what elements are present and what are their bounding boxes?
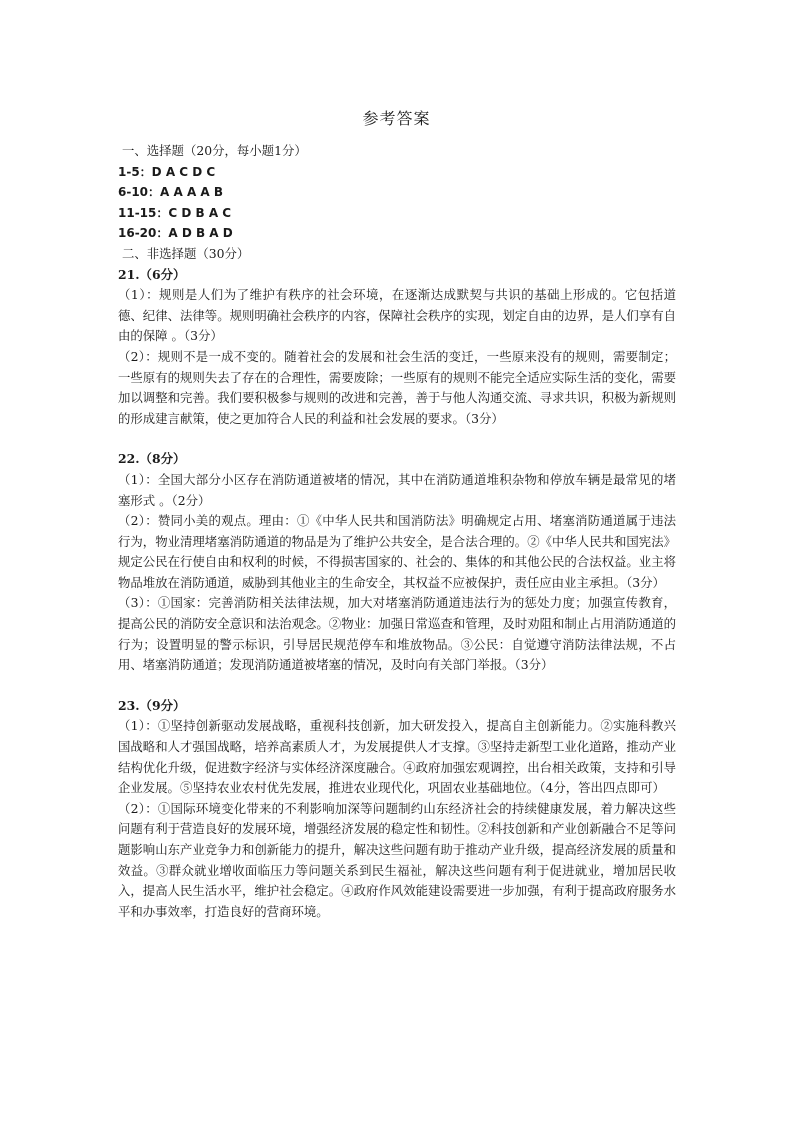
question-21-heading: 21.（6分） [118,266,186,282]
question-21-answer-1: （1）：规则是人们为了维护有秩序的社会环境，在逐渐达成默契与共识的基础上形成的。它包括道德、纪律、法律等。规则明确社会秩序的内容，保障社会秩序的实现，划定自由的边界，是人们享有自由的保障 。（3分） [118,287,676,344]
question-22-answer-3: （3）：①国家：完善消防相关法律法规，加大对堵塞消防通道违法行为的惩处力度；加强宣传教育，提高公民的消防安全意识和法治观念。②物业：加强日常巡查和管理，及时劝阻和制止占用消防通道的行为；设置明显的警示标识，引导居民规范停车和堆放物品。③公民：自觉遵守消防法律法规，不占用、堵塞消防通道；发现消防通道被堵塞的情况，及时向有关部门举报。（3分） [118,595,676,673]
question-22-heading: 22.（8分） [118,451,186,467]
page-title: 参考答案 [362,109,431,128]
question-23-answer-1: （1）：①坚持创新驱动发展战略，重视科技创新，加大研发投入，提高自主创新能力。②实施科教兴国战略和人才强国战略，培养高素质人才，为发展提供人才支撑。③坚持走新型工业化道路，推动产业结构优化升级，促进数字经济与实体经济深度融合。④政府加强宏观调控，出台相关政策，支持和引导企业发展。⑤坚持农业农村优先发展，推进农业现代化，巩固农业基础地位。（4分，答出四点即可） [118,718,676,796]
choice-answers-11-15: 11-15：C D B A C [118,205,232,220]
section-heading-nonchoice: 二、非选择题（30分） [122,245,250,261]
question-23-answer-2: （2）：①国际环境变化带来的不利影响加深等问题制约山东经济社会的持续健康发展，着力解决这些问题有利于营造良好的发展环境，增强经济发展的稳定性和韧性。②科技创新和产业创新融合不足等问题影响山东产业竞争力和创新能力的提升，解决这些问题有助于推动产业升级，提高经济发展的质量和效益。③群众就业增收面临压力等问题关系到民生福祉，解决这些问题有利于促进就业，增加居民收入，提高人民生活水平，维护社会稳定。④政府作风效能建设需要进一步加强，有利于提高政府服务水平和办事效率，打造良好的营商环境。 [118,800,676,919]
answer-content [118,141,676,922]
question-23-heading: 23.（9分） [118,697,186,713]
question-21-answer-2: （2）：规则不是一成不变的。随着社会的发展和社会生活的变迁，一些原来没有的规则，需要制定；一些原有的规则失去了存在的合理性，需要废除；一些原有的规则不能完全适应实际生活的变化，需要加以调整和完善。我们要积极参与规则的改进和完善，善于与他人沟通交流、寻求共识，积极为新规则的形成建言献策，使之更加符合人民的利益和社会发展的要求。（3分） [118,348,676,426]
question-22-answer-1: （1）：全国大部分小区存在消防通道被堵的情况，其中在消防通道堆积杂物和停放车辆是最常见的堵塞形式 。（2分） [118,471,676,508]
choice-answers-1-5: 1-5：D A C D C [118,164,216,179]
question-22-answer-2: （2）：赞同小美的观点。理由：①《中华人民共和国消防法》明确规定占用、堵塞消防通道属于违法行为，物业清理堵塞消防通道的物品是为了维护公共安全，是合法合理的。②《中华人民共和国宪法》规定公民在行使自由和权利的时候，不得损害国家的、社会的、集体的和其他公民的合法权益。业主将物品堆放在消防通道，威胁到其他业主的生命安全，其权益不应被保护，责任应由业主承担。（3分） [118,513,676,590]
choice-answers-16-20: 16-20：A D B A D [118,226,233,241]
choice-answers-6-10: 6-10：A A A A B [118,185,224,200]
section-heading-choice: 一、选择题（20分，每小题1分） [122,143,307,158]
